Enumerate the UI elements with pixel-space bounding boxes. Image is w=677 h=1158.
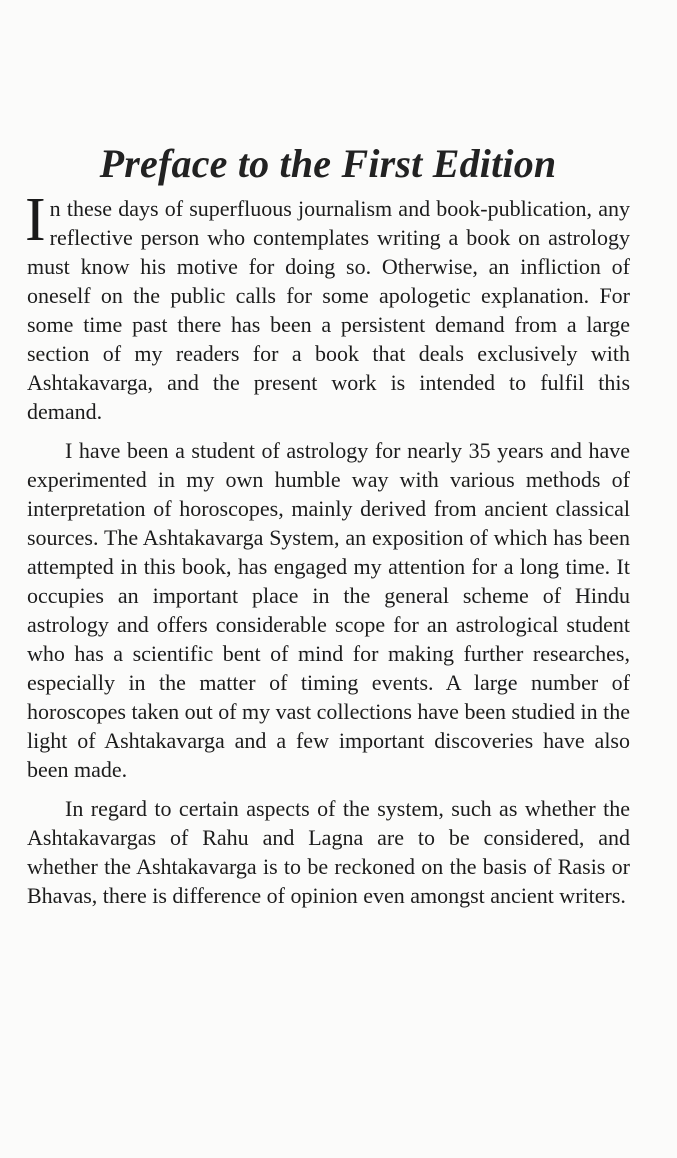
paragraph-3: In regard to certain aspects of the system, such as whether the Ashtakavargas of Rahu and Lagna are to be considered, and whether the Ashtakavarga is to be reckoned on the basis of Rasis or Bhavas, there is difference of opinion even amongst ancient writers. [27,796,630,908]
paragraph-2: I have been a student of astrology for nearly 35 years and have experimented in my own humble way with various methods of interpretation of horoscopes, mainly derived from ancient classical sources. The Ashtakavarga System, an exposition of which has been attempted in this book, has engaged my attention for a long time. It occupies an important place in the general scheme of Hindu astrology and offers considerable scope for an astrological student who has a scientific bent of mind for making further researches, especially in the matter of timing events. A large number of horoscopes taken out of my vast collections have been studied in the light of Ashtakavarga and a few important discoveries have also been made. [27,438,631,782]
drop-cap: I [25,186,46,254]
paragraph-1-text: n these days of superfluous journalism and book-publication, any reflective person who contemplates writing a book on astrology must know his motive for doing so. Otherwise, an infliction of oneself on the public calls for some apologetic explanation. For some time past there has been a persistent demand from a large section of my readers for a book that deals exclusively with Ashtakavarga, and the present work is intended to fulfil this demand. [27,196,630,424]
page-title: Preface to the First Edition [99,140,557,186]
preface-body [25,186,631,920]
paragraph-1 [25,186,630,426]
